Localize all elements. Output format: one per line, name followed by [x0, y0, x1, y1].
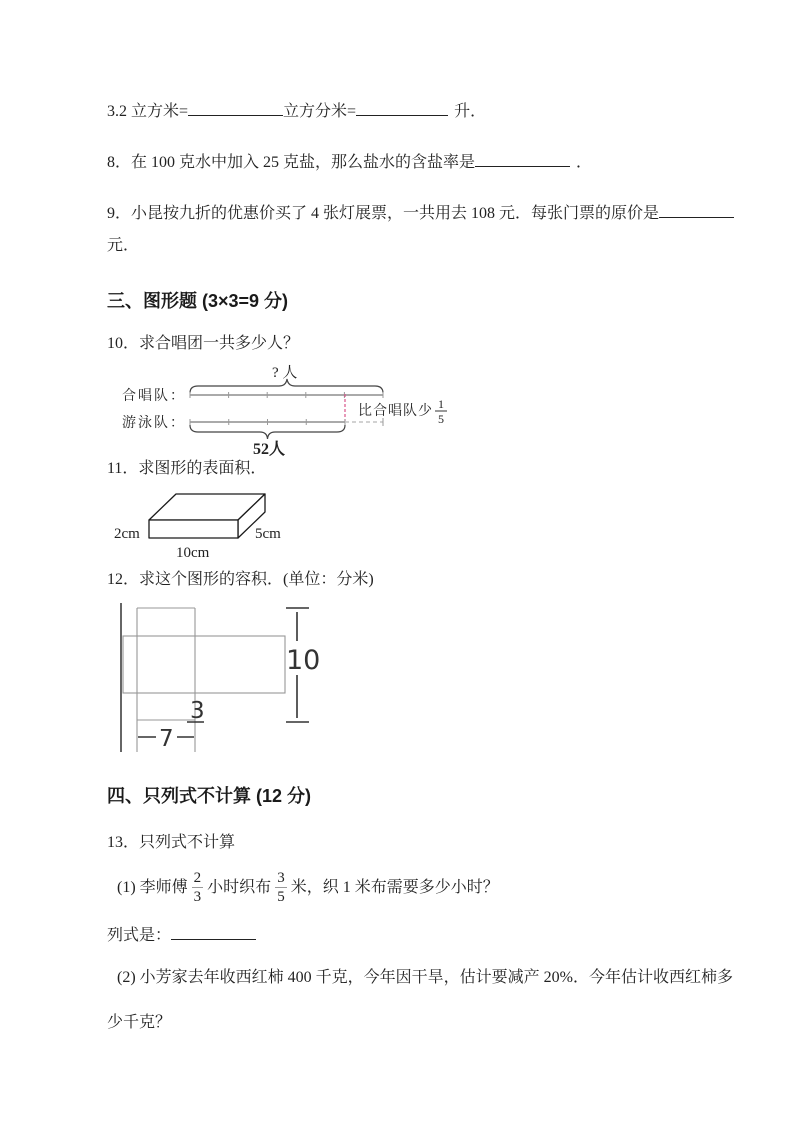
q10-note-text: 比合唱队少 — [358, 404, 433, 419]
q12-net-diagram — [100, 595, 340, 760]
q13-answer-blank — [171, 922, 256, 940]
q12-width-label: 7 — [159, 726, 174, 752]
q13-item1-text2: 小时织布 — [207, 879, 272, 896]
q9-text: 9．小昆按九折的优惠价买了 4 张灯展票，一共用去 108 元．每张门票的原价是 — [107, 204, 660, 222]
q13-item1-fraction2 — [275, 871, 287, 905]
question-13-item2-line1: (2) 小芳家去年收西红柿 400 千克，今年因干旱，估计要减产 20%．今年估计收西红柿多 — [117, 969, 733, 986]
question-9-line1 — [107, 200, 734, 224]
question-13-item2-line2: 少千克？ — [107, 1014, 172, 1031]
q10-top-label: ? 人 — [272, 365, 298, 381]
q11-cuboid — [149, 494, 265, 538]
q10-bar-diagram — [100, 365, 495, 460]
q7-blank-2 — [356, 98, 448, 116]
q12-depth-label: 3 — [190, 698, 205, 724]
q8-blank — [475, 149, 570, 167]
q8-text: 8．在 100 克水中加入 25 克盐，那么盐水的含盐率是 — [107, 153, 476, 171]
q11-depth-label: 5cm — [255, 526, 281, 542]
question-13-title: 13．只列式不计算 — [107, 834, 236, 851]
q13-item1-text3: 米，织 1 米布需要多少小时？ — [290, 879, 499, 896]
q13-answer-label: 列式是： — [107, 926, 172, 944]
question-13-item1 — [117, 868, 499, 908]
q7-text-suffix: 升． — [454, 102, 487, 120]
question-12-title: 12．求这个图形的容积．(单位：分米) — [107, 571, 374, 588]
q7-blank-1 — [188, 98, 283, 116]
q10-choir-label: 合唱队： — [122, 389, 186, 404]
q13-frac2-denominator: 5 — [277, 889, 285, 905]
q11-length-label: 10cm — [176, 545, 210, 561]
q13-frac1-numerator: 2 — [193, 870, 202, 886]
q12-horizontal-rect — [123, 636, 285, 693]
q10-over-brace — [190, 379, 383, 393]
q11-cuboid-front-face — [149, 520, 238, 538]
question-10-title: 10．求合唱团一共多少人？ — [107, 335, 300, 352]
q12-height-label: 10 — [286, 645, 321, 676]
q11-height-label: 2cm — [114, 526, 140, 542]
question-7 — [107, 98, 486, 122]
q11-cuboid-diagram — [100, 480, 320, 570]
q10-swim-label: 游泳队： — [122, 416, 186, 431]
q7-text-mid: 立方分米= — [283, 102, 357, 120]
q13-item1-answer-line — [107, 922, 256, 946]
question-8 — [107, 149, 592, 173]
q10-under-brace — [190, 425, 345, 439]
q10-note-frac-num: 1 — [438, 397, 444, 411]
q9-blank — [659, 200, 734, 218]
q13-frac1-denominator: 3 — [193, 889, 202, 905]
section-4-heading: 四、只列式不计算 (12 分) — [107, 786, 312, 806]
q10-total-label: 52人 — [253, 441, 286, 458]
q13-item1-fraction1 — [192, 871, 204, 905]
q13-frac2-numerator: 3 — [277, 870, 285, 886]
question-11-title: 11．求图形的表面积． — [107, 460, 267, 477]
q10-note-frac-den: 5 — [438, 412, 444, 426]
q8-suffix: ． — [576, 153, 593, 171]
question-9-line2: 元． — [107, 237, 140, 254]
section-3-heading: 三、图形题 (3×3=9 分) — [107, 291, 289, 311]
q7-text-prefix: 3.2 立方米= — [107, 102, 189, 120]
q13-item1-text1: (1) 李师傅 — [117, 879, 188, 896]
